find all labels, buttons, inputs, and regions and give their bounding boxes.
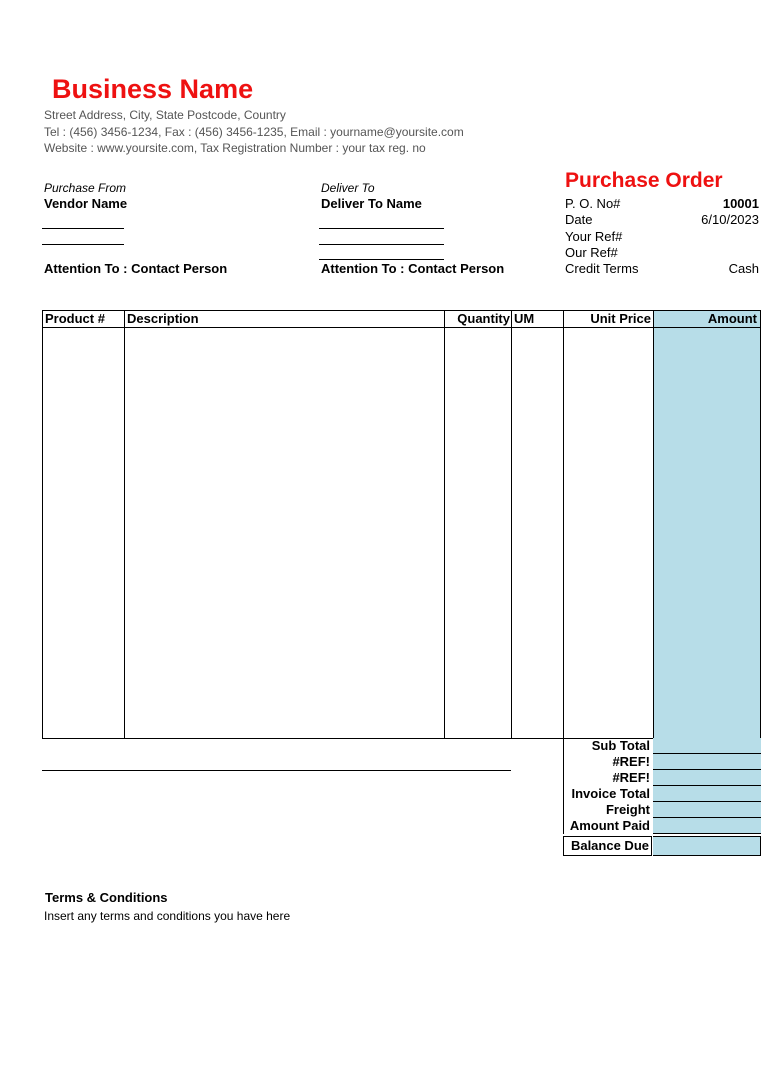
ref-1-value xyxy=(653,754,761,770)
po-credit-terms-value: Cash xyxy=(728,261,759,276)
totals-row-amount-paid xyxy=(563,818,761,834)
vendor-attention: Attention To : Contact Person xyxy=(44,261,228,276)
balance-due-label: Balance Due xyxy=(563,836,652,856)
items-table xyxy=(42,310,761,739)
po-our-ref-row xyxy=(565,245,759,260)
totals-row-invoice-total xyxy=(563,786,761,802)
ref-2-label: #REF! xyxy=(563,770,652,786)
vendor-address-line-1 xyxy=(42,228,124,229)
amount-paid-label: Amount Paid xyxy=(563,818,652,834)
sub-total-value xyxy=(653,738,761,754)
col-header-product: Product # xyxy=(45,311,105,326)
po-credit-terms-label: Credit Terms xyxy=(565,261,639,276)
column-divider xyxy=(653,311,654,738)
business-website: Website : www.yoursite.com, Tax Registration Number : your tax reg. no xyxy=(44,141,426,155)
column-divider xyxy=(124,311,125,738)
po-your-ref-label: Your Ref# xyxy=(565,229,623,244)
business-address: Street Address, City, State Postcode, Country xyxy=(44,108,286,122)
deliver-to-label: Deliver To xyxy=(321,181,375,195)
po-your-ref-row xyxy=(565,229,759,244)
col-header-quantity: Quantity xyxy=(457,311,510,326)
purchase-from-label: Purchase From xyxy=(44,181,127,195)
freight-value xyxy=(653,802,761,818)
column-divider xyxy=(563,311,564,738)
column-divider xyxy=(444,311,445,738)
po-title: Purchase Order xyxy=(565,169,723,192)
deliver-to-name: Deliver To Name xyxy=(321,196,422,211)
invoice-total-value xyxy=(653,786,761,802)
remarks-line xyxy=(42,770,511,771)
po-credit-terms-row xyxy=(565,261,759,276)
terms-body: Insert any terms and conditions you have here xyxy=(44,909,291,923)
ref-2-value xyxy=(653,770,761,786)
vendor-address-line-2 xyxy=(42,244,124,245)
totals-row-freight xyxy=(563,802,761,818)
col-header-amount: Amount xyxy=(707,311,757,326)
col-header-um: UM xyxy=(514,311,535,326)
amount-paid-value xyxy=(653,818,761,834)
po-date-label: Date xyxy=(565,212,593,227)
deliver-address-line-2 xyxy=(319,244,444,245)
po-our-ref-label: Our Ref# xyxy=(565,245,618,260)
invoice-total-label: Invoice Total xyxy=(563,786,652,802)
col-header-unit-price: Unit Price xyxy=(590,311,651,326)
column-divider xyxy=(511,311,512,738)
business-name: Business Name xyxy=(52,74,254,104)
po-number-value: 10001 xyxy=(722,196,759,211)
vendor-name: Vendor Name xyxy=(44,196,128,211)
ref-1-label: #REF! xyxy=(563,754,652,770)
freight-label: Freight xyxy=(563,802,652,818)
balance-due-value xyxy=(653,836,761,856)
po-number-label: P. O. No# xyxy=(565,196,621,211)
business-contact: Tel : (456) 3456-1234, Fax : (456) 3456-1235, Email : yourname@yoursite.com xyxy=(44,125,464,139)
totals-block xyxy=(563,738,761,856)
terms-title: Terms & Conditions xyxy=(45,890,168,905)
deliver-address-line-1 xyxy=(319,228,444,229)
totals-row-balance-due xyxy=(563,836,761,856)
po-date-row xyxy=(565,212,759,227)
po-number-row xyxy=(565,196,759,211)
po-date-value: 6/10/2023 xyxy=(701,212,759,227)
totals-row-sub-total xyxy=(563,738,761,754)
col-header-description: Description xyxy=(127,311,199,326)
sub-total-label: Sub Total xyxy=(563,738,652,754)
totals-row-ref-1 xyxy=(563,754,761,770)
amount-column-fill xyxy=(654,311,760,738)
table-header-divider xyxy=(43,327,760,328)
deliver-address-line-3 xyxy=(319,259,444,260)
deliver-attention: Attention To : Contact Person xyxy=(321,261,505,276)
totals-row-ref-2 xyxy=(563,770,761,786)
